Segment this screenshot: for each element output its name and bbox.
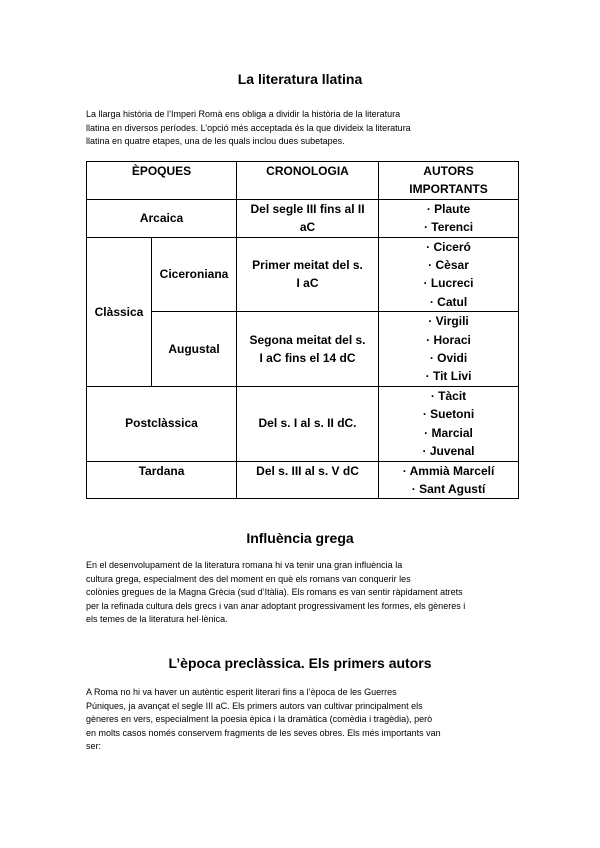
page-title: La literatura llatina (237, 71, 363, 87)
periods-table (86, 161, 519, 499)
paragraph-line: en molts casos només conservem fragments de les seves obres. Els més importants van (86, 727, 441, 738)
paragraph-line: gèneres en vers, especialment la poesia èpica i la dramàtica (comèdia i tragèdia), però (86, 714, 433, 725)
intro-line: llatina en diversos períodes. L’opció més acceptada és la que divideix la literatura (86, 122, 411, 133)
paragraph-line: A Roma no hi va haver un autèntic esperit literari fins a l’època de les Guerres (86, 687, 397, 697)
chronology-augustal: Segona meitat del s. I aC fins el 14 dC (237, 312, 379, 387)
table-row-arcaica (87, 199, 519, 237)
authors-arcaica: · Plaute · Terenci (379, 199, 519, 237)
paragraph-line: els temes de la literatura hel·lènica. (86, 614, 228, 625)
intro-line: llatina en quatre etapes, una de les quals inclou dues subetapes. (86, 136, 345, 147)
subperiod-ciceroniana: Ciceroniana (152, 237, 237, 312)
period-postclassica: Postclàssica (87, 386, 237, 461)
paragraph-line: Púniques, ja avançat el segle III aC. Els primers autors van cultivar principalment els (86, 700, 423, 711)
chronology-tardana: Del s. III al s. V dC (237, 461, 379, 499)
chronology-ciceroniana: Primer meitat del s. I aC (237, 237, 379, 312)
table-row-tardana (87, 461, 519, 499)
header-epoques: ÈPOQUES (87, 162, 237, 200)
section-title-influencia: Influència grega (246, 530, 354, 546)
authors-ciceroniana: · Ciceró · Cèsar · Lucreci · Catul (379, 237, 519, 312)
influencia-paragraph (86, 559, 465, 627)
table-row-ciceroniana (87, 237, 519, 312)
chronology-postclassica: Del s. I al s. II dC. (237, 386, 379, 461)
header-autors: AUTORS IMPORTANTS (379, 162, 519, 200)
authors-tardana: · Ammià Marcelí · Sant Agustí (379, 461, 519, 499)
period-arcaica: Arcaica (87, 199, 237, 237)
section-title-preclassica: L’època preclàssica. Els primers autors (168, 655, 432, 671)
authors-postclassica: · Tàcit · Suetoni · Marcial · Juvenal (379, 386, 519, 461)
intro-line: La llarga història de l’Imperi Romà ens obliga a dividir la història de la literatura (86, 109, 401, 119)
authors-augustal: · Virgili · Horaci · Ovidi · Tit Livi (379, 312, 519, 387)
paragraph-line: ser: (86, 741, 102, 752)
paragraph-line: colònies gregues de la Magna Grècia (sud d’Itàlia). Els romans es van sentir ràpidament atrets (86, 587, 463, 598)
preclassica-paragraph (86, 686, 441, 754)
intro-paragraph (86, 108, 411, 149)
period-tardana: Tardana (87, 461, 237, 499)
subperiod-augustal: Augustal (152, 312, 237, 387)
table-row-augustal (87, 312, 519, 387)
table-row-postclassica (87, 386, 519, 461)
paragraph-line: per la refinada cultura dels grecs i van anar adoptant progressivament les formes, els gèneres i (86, 600, 466, 611)
table-header-row (87, 162, 519, 200)
header-cronologia: CRONOLOGIA (237, 162, 379, 200)
paragraph-line: En el desenvolupament de la literatura romana hi va tenir una gran influència la (86, 560, 403, 570)
period-classica: Clàssica (87, 237, 152, 386)
chronology-arcaica: Del segle III fins al II aC (237, 199, 379, 237)
paragraph-line: cultura grega, especialment des del moment en què els romans van conquerir les (86, 573, 411, 584)
